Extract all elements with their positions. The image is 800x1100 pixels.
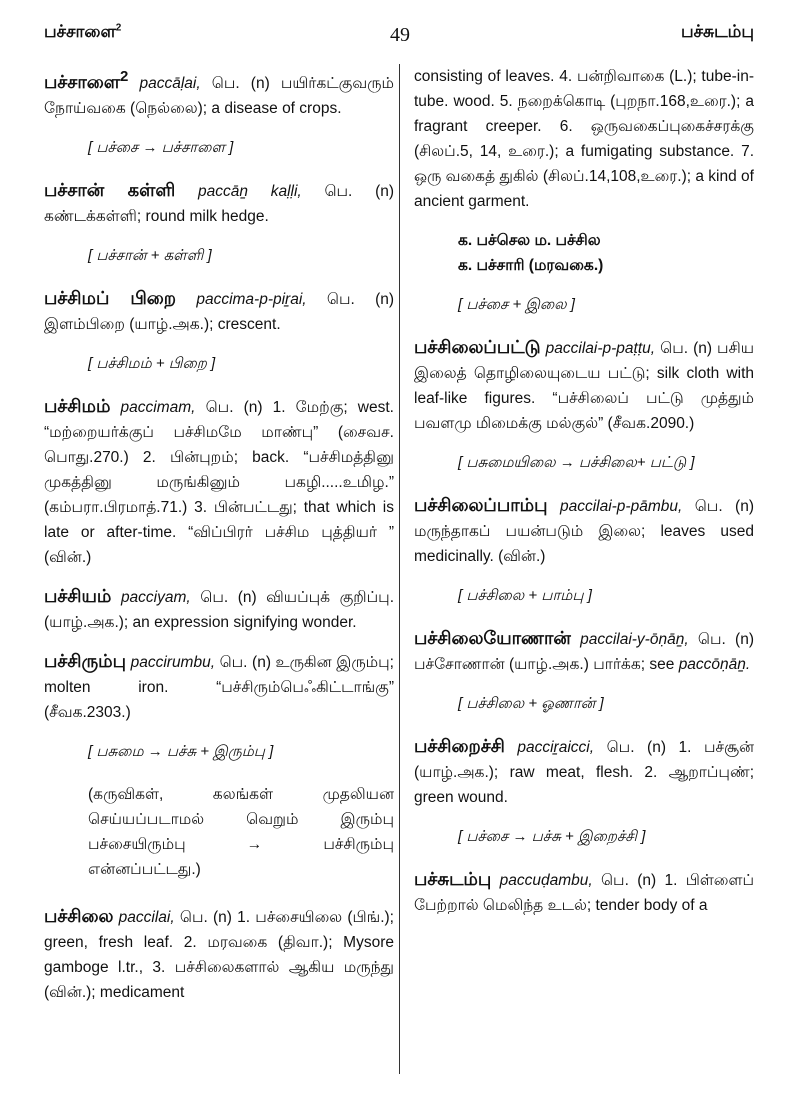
- transliteration: paccimam,: [120, 399, 196, 416]
- header-right-guide-word: பச்சுடம்பு: [680, 22, 754, 41]
- column-divider: [399, 64, 400, 1074]
- transliteration: paccilai,: [118, 909, 175, 926]
- headword: பச்சிலைப்பட்டு: [414, 337, 541, 357]
- definition: பெ. (n) மருந்தாகப் பயன்படும் இலை; leaves used medicinally. (வின்.): [414, 498, 754, 565]
- definition: பெ. (n) 1. மேற்கு; west. “மற்றையர்க்குப் பச்சிமமே மாண்பு” (சைவச. பொது.270.) 2. பின்புறம்; back. “பச்சிமத்தினு முகத்தினு மருங்கினும் பகழி.....உமிழ.” (கம்பரா.பிரமாத்.71.) 3. பின்பட்டது; that which is late or after-time. “விப்பிரர் பச்சிம புத்தியர் ” (வின்.): [44, 399, 394, 566]
- entry-continuation: consisting of leaves. 4. பன்றிவாகை (L.); tube-in-tube. wood. 5. நறைக்கொடி (புறநா.168,உரை.); a fragrant creeper. 6. ஒருவகைப்புகைச்சரக்கு (சிலப்.5, 14, உரை.); a fumigating substance. 7. ஒரு வகைத் துகில் (சிலப்.14,108,உரை.); a kind of ancient garment.: [414, 68, 754, 210]
- transliteration: paccirumbu,: [130, 654, 216, 671]
- transliteration: paccāḷai,: [139, 75, 201, 92]
- entry: [44, 649, 394, 725]
- transliteration: paccuḍambu,: [499, 872, 593, 889]
- etymology-note: (கருவிகள், கலங்கள் முதலியன செய்யப்படாமல் வெறும் இரும்பு பச்சையிரும்பு → பச்சிரும்பு என்னப்பட்டது.): [88, 786, 394, 878]
- etymology: [ பச்சிலை + பாம்பு ]: [458, 587, 592, 604]
- definition: பெ. (n) உருகின இரும்பு; molten iron. “பச்சிரும்பெஃகிட்டாங்கு” (சீவக.2303.): [44, 654, 394, 721]
- entry: [44, 178, 394, 229]
- headword: பச்சிமம்: [44, 396, 111, 416]
- definition: பெ. (n) பசிய இலைத் தொழிலையுடைய பட்டு; silk cloth with leaf-like figures. “பச்சிலைப் பட்டு முத்தும் பவளமு மிமைக்கு மல்குல்” (சீவக.2090.): [414, 340, 755, 432]
- definition: பெ. (n) 1. பச்சையிலை (பிங்.); green, fresh leaf. 2. மரவகை (திவா.); Mysore gamboge l.tr., 3. பச்சிலைகளால் ஆகிய மருந்து (வின்.); medicament: [44, 909, 394, 1001]
- headword: பச்சான் கள்ளி: [44, 180, 176, 200]
- etymology: [ பச்சிமம் + பிறை ]: [88, 355, 216, 372]
- cognate-line: க. பச்சாரி (மரவகை.): [458, 257, 604, 274]
- etymology: [ பச்சான் + கள்ளி ]: [88, 247, 212, 264]
- headword: பச்சுடம்பு: [414, 869, 492, 889]
- definition: பெ. (n) வியப்புக் குறிப்பு. (யாழ்.அக.); an expression signifying wonder.: [44, 589, 395, 631]
- definition: பெ. (n) இளம்பிறை (யாழ்.அக.); crescent.: [44, 291, 395, 333]
- etymology: [ பச்சை → பச்சாளை ]: [88, 139, 234, 156]
- transliteration: pacciṟaicci,: [517, 739, 595, 756]
- right-column: [414, 64, 754, 932]
- headword: பச்சிலைப்பாம்பு: [414, 495, 548, 515]
- headword: பச்சிரும்பு: [44, 651, 127, 671]
- headword: பச்சிலையோணான்: [414, 628, 571, 648]
- entry: [414, 626, 754, 677]
- headword: பச்சிலை: [44, 906, 114, 926]
- header-left-guide-word: பச்சாளை$^2$: [44, 22, 122, 41]
- entry: [44, 286, 394, 337]
- definition: பெ. (n) 1. பிள்ளைப் பேற்றால் மெலிந்த உடல்; tender body of a: [414, 872, 754, 914]
- entry: [44, 64, 394, 121]
- headword: பச்சிமப் பிறை: [44, 288, 177, 308]
- entry: [414, 734, 754, 810]
- etymology: [ பச்சை + இலை ]: [458, 296, 575, 313]
- cross-reference: paccōṇāṉ.: [678, 656, 751, 673]
- definition: பெ. (n) 1. பச்சூன் (யாழ்.அக.); raw meat, flesh. 2. ஆறாப்புண்; green wound.: [414, 739, 755, 806]
- etymology: [ பசுமை → பச்சு + இரும்பு ]: [88, 743, 274, 760]
- transliteration: paccima-p-piṟai,: [196, 291, 307, 308]
- entry: [44, 584, 394, 635]
- headword: பச்சியம்: [44, 586, 112, 606]
- definition: பெ. (n) கண்டக்கள்ளி; round milk hedge.: [44, 183, 395, 225]
- entry: [44, 904, 394, 1005]
- left-column: [44, 64, 394, 1019]
- headword: பச்சிறைச்சி: [414, 736, 505, 756]
- definition: பெ. (n) பயிர்கட்குவரும் நோய்வகை (நெல்லை); a disease of crops.: [44, 75, 395, 117]
- entry: [414, 335, 754, 436]
- transliteration: paccilai-p-paṭṭu,: [545, 340, 656, 357]
- transliteration: paccilai-p-pāmbu,: [559, 498, 683, 515]
- entry: [414, 493, 754, 569]
- page-number: 49: [390, 24, 410, 46]
- cognates: [458, 228, 754, 278]
- entry: [414, 867, 754, 918]
- definition: பெ. (n) பச்சோணான் (யாழ்.அக.) பார்க்க; see: [414, 631, 754, 673]
- etymology: [ பச்சிலை + ஓணான் ]: [458, 695, 604, 712]
- transliteration: pacciyam,: [120, 589, 191, 606]
- transliteration: paccāṉ kaḷḷi,: [198, 183, 302, 200]
- transliteration: paccilai-y-ōṇāṉ,: [580, 631, 689, 648]
- cognate-line: க. பச்செல ம. பச்சில: [458, 232, 601, 249]
- headword: பச்சாளை$^2$: [44, 68, 129, 92]
- etymology: [ பச்சை → பச்சு + இறைச்சி ]: [458, 828, 646, 845]
- etymology: [ பசுமையிலை → பச்சிலை+ பட்டு ]: [458, 454, 695, 471]
- entry: [44, 394, 394, 570]
